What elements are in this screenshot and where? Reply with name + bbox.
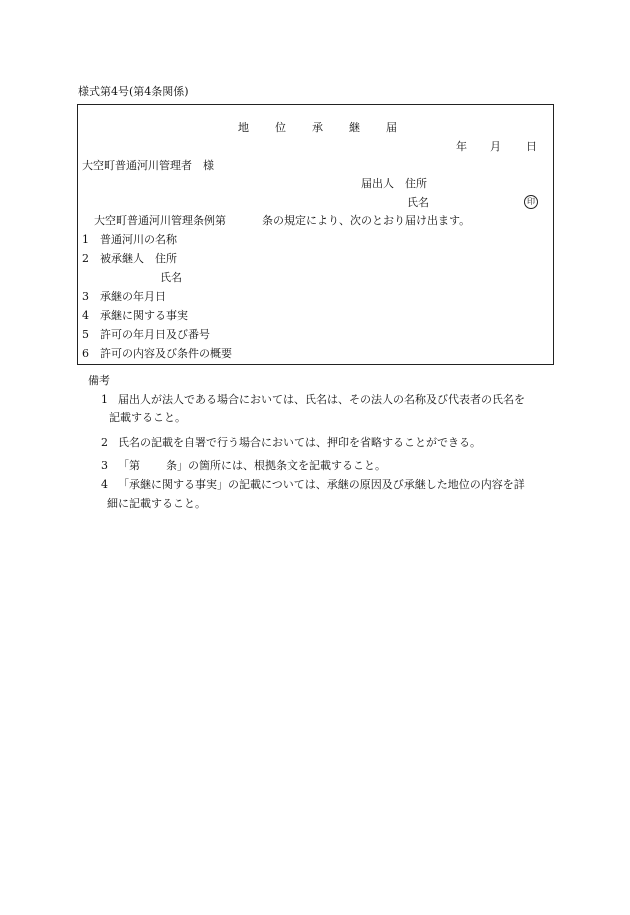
item-label: 許可の内容及び条件の概要: [100, 347, 232, 360]
body-text-part1: 大空町普通河川管理条例第: [94, 214, 226, 227]
notifier-name-label: 氏名: [407, 196, 429, 209]
item-number: 4: [82, 309, 89, 322]
date-day: 日: [526, 140, 537, 153]
item-label: 被承継人 住所: [100, 252, 177, 265]
remarks-heading: 備考: [88, 374, 110, 387]
note-number: 2: [101, 436, 108, 449]
note-text: 氏名の記載を自署で行う場合においては、押印を省略することができる。: [118, 436, 481, 449]
addressee: 大空町普通河川管理者 様: [82, 159, 214, 172]
note-text: 「承継に関する事実」の記載については、承継の原因及び承継した地位の内容を詳: [118, 478, 525, 491]
note-text-continued: 細に記載すること。: [107, 497, 206, 510]
date-month: 月: [490, 140, 501, 153]
note-text-part2: 条」の箇所には、根拠条文を記載すること。: [166, 459, 386, 472]
body-text-part2: 条の規定により、次のとおり届け出ます。: [262, 214, 471, 227]
item-label: 普通河川の名称: [100, 233, 177, 246]
form-number: 様式第4号(第4条関係): [78, 85, 189, 98]
note-number: 3: [101, 459, 108, 472]
item-number: 3: [82, 290, 89, 303]
form-title: 地位承継届: [238, 121, 423, 134]
note-text-part1: 「第: [118, 459, 140, 472]
item-label: 許可の年月日及び番号: [100, 328, 210, 341]
notifier-address-label: 届出人 住所: [361, 177, 427, 190]
seal-icon: 印: [524, 195, 538, 209]
item-number: 5: [82, 328, 89, 341]
note-text: 届出人が法人である場合においては、氏名は、その法人の名称及び代表者の氏名を: [118, 393, 525, 406]
item-number: 2: [82, 252, 89, 265]
item-number: 6: [82, 347, 89, 360]
item-label: 承継の年月日: [100, 290, 166, 303]
note-number: 4: [101, 478, 108, 491]
note-text-continued: 記載すること。: [109, 411, 186, 424]
item-label: 氏名: [160, 271, 182, 284]
item-number: 1: [82, 233, 89, 246]
date-year: 年: [456, 140, 467, 153]
note-number: 1: [101, 393, 108, 406]
item-label: 承継に関する事実: [100, 309, 188, 322]
